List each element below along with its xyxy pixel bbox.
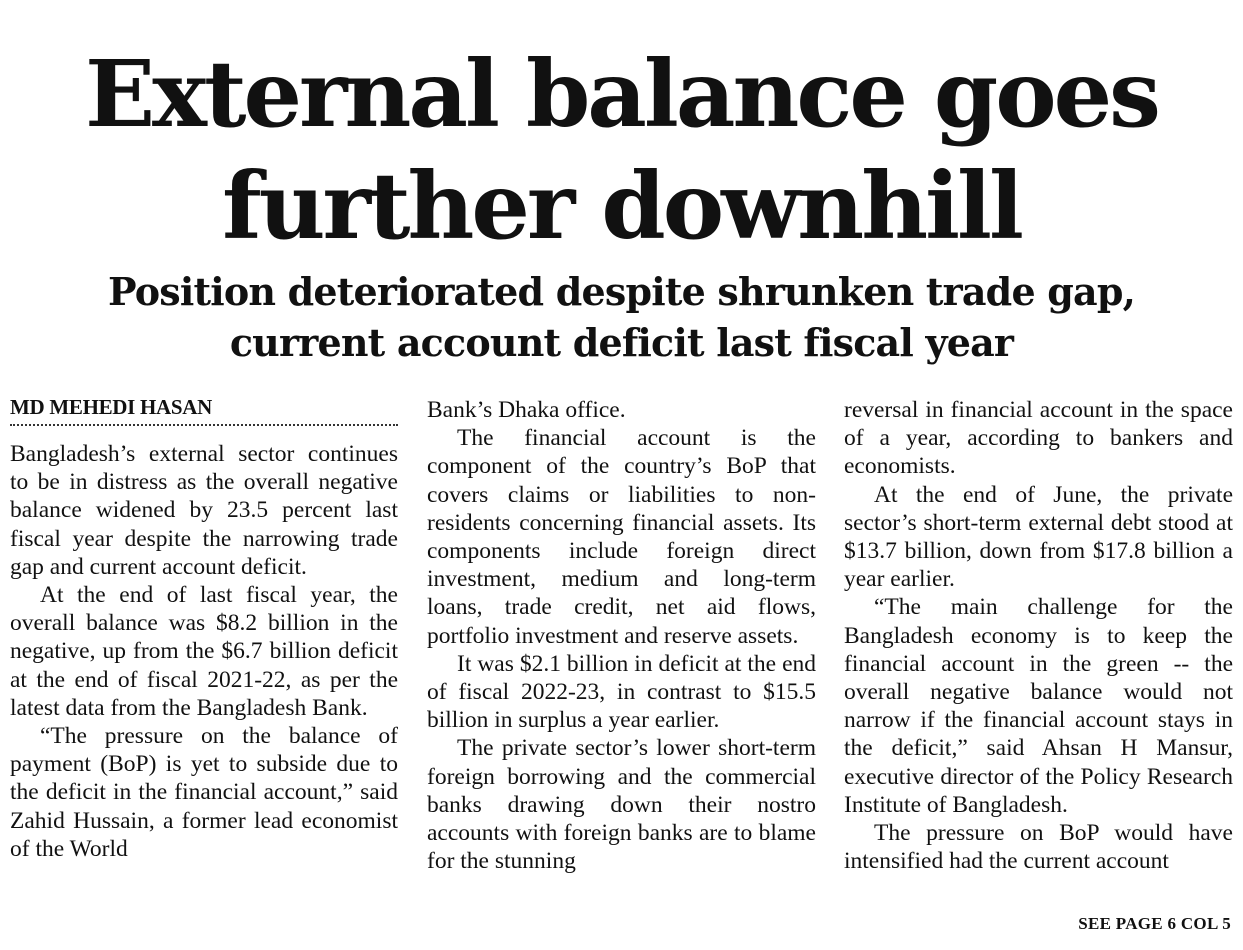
paragraph: Bank’s Dhaka office.	[427, 397, 626, 423]
paragraph: The private sector’s lower short-term foreign borrowing and the commercial banks drawing down their nostro accounts with foreign banks are to blame for the stunning	[427, 735, 816, 875]
article-column-2	[427, 396, 816, 875]
paragraph: At the end of June, the private sector’s short-term external debt stood at $13.7 billion, down from $17.8 billion a year earlier.	[844, 481, 1233, 593]
paragraph: reversal in financial account in the space of a year, according to bankers and economists.	[844, 397, 1233, 480]
headline-line-1: External balance goes	[85, 40, 1158, 148]
paragraph: The financial account is the component of the country’s BoP that covers claims or liabilities to non-residents concerning financial assets. Its components include foreign direct investment, medium and long-term loans, trade credit, net aid flows, portfolio investment and reserve assets.	[427, 425, 816, 649]
paragraph: The pressure on BoP would have intensified had the current account	[844, 820, 1233, 875]
subheadline-line-2: current account deficit last fiscal year	[229, 320, 1014, 365]
headline-line-2: further downhill	[222, 152, 1021, 260]
article-column-3	[844, 396, 1233, 875]
paragraph: It was $2.1 billion in deficit at the end of fiscal 2022-23, in contrast to $15.5 billion in surplus a year earlier.	[427, 650, 816, 734]
continuation-note: SEE PAGE 6 COL 5	[1078, 914, 1231, 933]
byline: MD MEHEDI HASAN	[10, 396, 398, 426]
paragraph: “The main challenge for the Bangladesh economy is to keep the financial account in the green -- the overall negative balance would not narrow if the financial account stays in the deficit,” said Ahsan H Mansur, executive director of the Policy Research Institute of Bangladesh.	[844, 594, 1233, 818]
subheadline-line-1: Position deteriorated despite shrunken trade gap,	[107, 269, 1136, 314]
paragraph: At the end of last fiscal year, the overall balance was $8.2 billion in the negative, up from the $6.7 billion deficit at the end of fiscal 2021-22, as per the latest data from the Bangladesh Bank.	[10, 582, 398, 721]
paragraph: Bangladesh’s external sector continues to be in distress as the overall negative balance widened by 23.5 percent last fiscal year despite the narrowing trade gap and current account deficit.	[10, 441, 398, 580]
subheadline	[0, 266, 1243, 368]
headline	[0, 38, 1243, 262]
paragraph: “The pressure on the balance of payment (BoP) is yet to subside due to the deficit in the financial account,” said Zahid Hussain, a former lead economist of the World	[10, 723, 398, 862]
article-column-1	[10, 396, 398, 863]
